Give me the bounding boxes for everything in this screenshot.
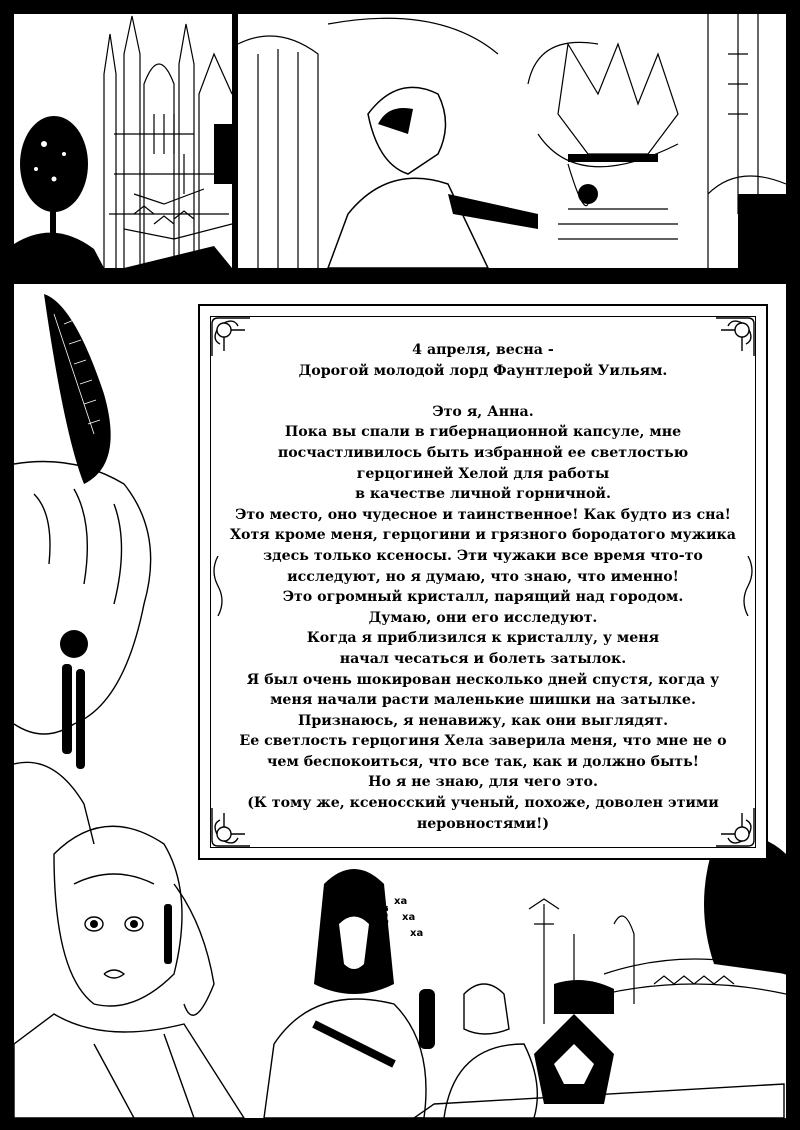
letter-line: (К тому же, ксеносский ученый, похоже, доволен этими — [247, 795, 719, 812]
letter-line: Признаюсь, я ненавижу, как они выглядят. — [297, 712, 669, 729]
letter-line: Хотя кроме меня, герцогини и грязного бородатого мужика — [230, 527, 736, 544]
letter-line: Это я, Анна. — [432, 403, 534, 420]
feather-quill — [44, 294, 111, 484]
laugh-text-3: ха — [410, 928, 424, 939]
letter-salutation: Дорогой молодой лорд Фаунтлерой Уильям. — [298, 362, 668, 379]
side-ornament-icon — [740, 556, 756, 616]
letter-line: меня начали расти маленькие шишки на затылке. — [270, 692, 696, 709]
letter-date: 4 апреля, весна - — [412, 342, 554, 358]
laugh-text-2: ха — [402, 912, 416, 923]
middle-figure — [444, 984, 537, 1118]
alien-figure — [414, 1014, 784, 1118]
letter-line: чем беспокоиться, что все так, как и должно быть! — [267, 753, 699, 770]
letter-line: начал чесаться и болеть затылок. — [339, 650, 627, 667]
letter-line: здесь только ксеносы. Эти чужаки все время что-то — [263, 547, 703, 564]
letter-line: Я был очень шокирован несколько дней спустя, когда у — [246, 671, 720, 688]
letter-box — [198, 304, 768, 860]
letter-line: Это место, оно чудесное и таинственное! Как будто из сна! — [235, 506, 731, 523]
letter-line: исследуют, но я думаю, что знаю, что именно! — [287, 568, 679, 585]
letter-line: Ее светлость герцогиня Хела заверила меня, что мне не о — [239, 733, 727, 750]
sound-effect-glyph: Ɇ — [376, 904, 390, 928]
girl-anna — [14, 826, 244, 1118]
panel-girl-writing — [238, 14, 786, 268]
interior-illustration — [238, 14, 786, 268]
letter-line: Пока вы спали в гибернационной капсуле, мне — [284, 424, 682, 441]
panel-castle-exterior — [14, 14, 232, 268]
letter-line: посчастливилось быть избранной ее светлостью — [277, 444, 689, 461]
side-ornament-icon — [210, 556, 226, 616]
laugh-text-1: ха — [394, 896, 408, 907]
letter-line: Это огромный кристалл, парящий над городом. — [282, 589, 684, 606]
letter-line: в качестве личной горничной. — [355, 486, 611, 503]
letter-line: неровностями!) — [416, 815, 550, 832]
letter-line: Думаю, они его исследуют. — [368, 609, 598, 626]
letter-line: герцогиней Хелой для работы — [356, 465, 610, 482]
hooded-man — [264, 869, 435, 1118]
head-bumps — [60, 630, 88, 769]
castle-illustration — [14, 14, 232, 268]
letter-line: Но я не знаю, для чего это. — [368, 774, 598, 791]
letter-line: Когда я приблизился к кристаллу, у меня — [306, 630, 660, 647]
letter-text — [230, 340, 736, 834]
